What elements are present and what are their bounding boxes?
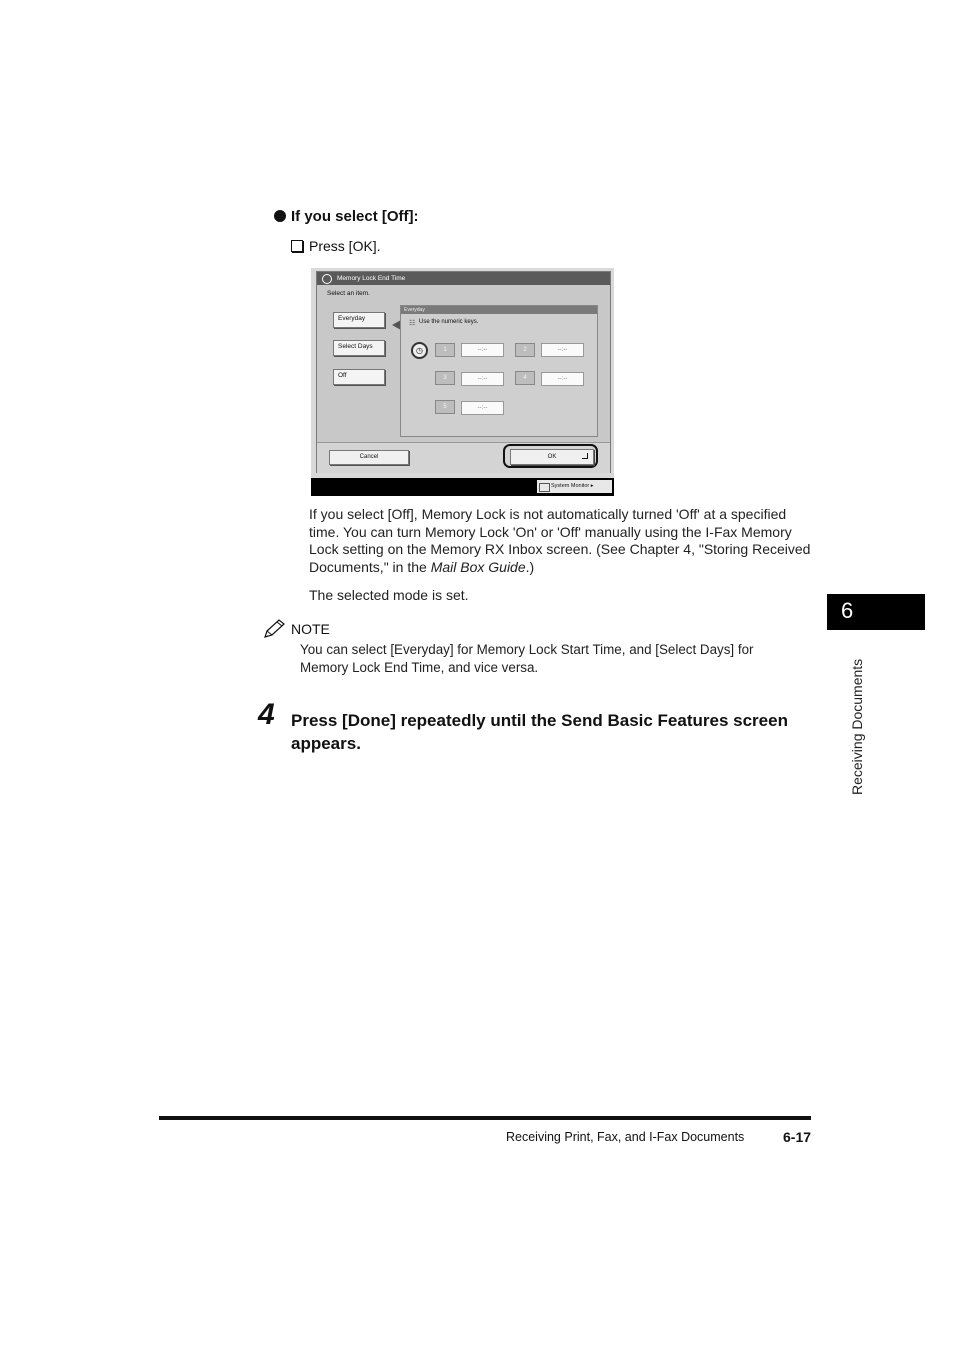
monitor-icon <box>539 483 550 492</box>
bullet-icon <box>274 210 286 222</box>
mode-set-text: The selected mode is set. <box>309 587 469 603</box>
panel-header: Everyday <box>401 306 597 314</box>
slot-3-button[interactable]: 3 <box>435 371 455 385</box>
panel-hint: Use the numeric keys. <box>419 319 479 325</box>
slot-1-button[interactable]: 1 <box>435 343 455 357</box>
screen-title: Memory Lock End Time <box>337 275 406 282</box>
slot-1-time[interactable]: --:-- <box>461 343 504 357</box>
enter-arrow-icon <box>582 453 588 459</box>
off-button[interactable]: Off <box>333 369 385 385</box>
slot-5-time[interactable]: --:-- <box>461 401 504 415</box>
section-heading: If you select [Off]: <box>274 208 419 225</box>
screen-window <box>316 271 611 473</box>
pencil-note-icon <box>262 618 286 640</box>
screen-screenshot <box>311 268 614 496</box>
screen-select-prompt: Select an item. <box>327 290 370 297</box>
page-number: 6-17 <box>783 1129 812 1145</box>
note-label: NOTE <box>291 621 330 637</box>
note-text: You can select [Everyday] for Memory Lock Start Time, and [Select Days] for Memory Lock End Time, and vice versa. <box>300 642 754 675</box>
system-monitor-button[interactable]: System Monitor ▸ <box>537 480 612 493</box>
ok-button[interactable] <box>510 449 594 465</box>
screen-title-icon <box>322 274 332 284</box>
ok-label: OK <box>547 454 557 460</box>
cancel-button[interactable]: Cancel <box>329 450 409 465</box>
press-ok-step: Press [OK]. <box>291 238 381 254</box>
select-days-button[interactable]: Select Days <box>333 340 385 356</box>
footer-rule <box>159 1116 811 1120</box>
off-explanation: If you select [Off], Memory Lock is not automatically turned 'Off' at a specified time. You can turn Memory Lock 'On' or 'Off' manually using the I-Fax Memory Lock setting on the Memory RX Inbox screen. (See Chapter 4, "Storing Received Documents," in the Mail Box Guide.) <box>309 506 811 575</box>
footer-title: Receiving Print, Fax, and I-Fax Documents <box>506 1130 745 1144</box>
guide-title: Mail Box Guide <box>430 558 526 575</box>
step-instruction: Press [Done] repeatedly until the Send Basic Features screen appears. <box>291 711 788 753</box>
slot-2-button[interactable]: 2 <box>515 343 535 357</box>
checkbox-icon <box>291 240 303 252</box>
everyday-button[interactable]: Everyday <box>333 312 385 328</box>
step-number: 4 <box>258 698 275 731</box>
system-monitor-label: System Monitor <box>551 483 590 489</box>
slot-2-time[interactable]: --:-- <box>541 343 584 357</box>
everyday-panel <box>400 305 598 437</box>
numeric-keys-icon: ☷ <box>409 320 416 327</box>
slot-4-time[interactable]: --:-- <box>541 372 584 386</box>
chapter-tab <box>827 594 925 630</box>
slot-4-button[interactable]: 4 <box>515 371 535 385</box>
clock-icon: ◷ <box>411 342 428 359</box>
screen-bottom-bar <box>317 442 610 473</box>
chapter-number: 6 <box>841 598 854 623</box>
screen-status-bar <box>311 478 614 496</box>
screen-titlebar <box>317 272 610 285</box>
slot-5-button[interactable]: 5 <box>435 400 455 414</box>
slot-3-time[interactable]: --:-- <box>461 372 504 386</box>
chapter-side-label: Receiving Documents <box>849 658 865 795</box>
